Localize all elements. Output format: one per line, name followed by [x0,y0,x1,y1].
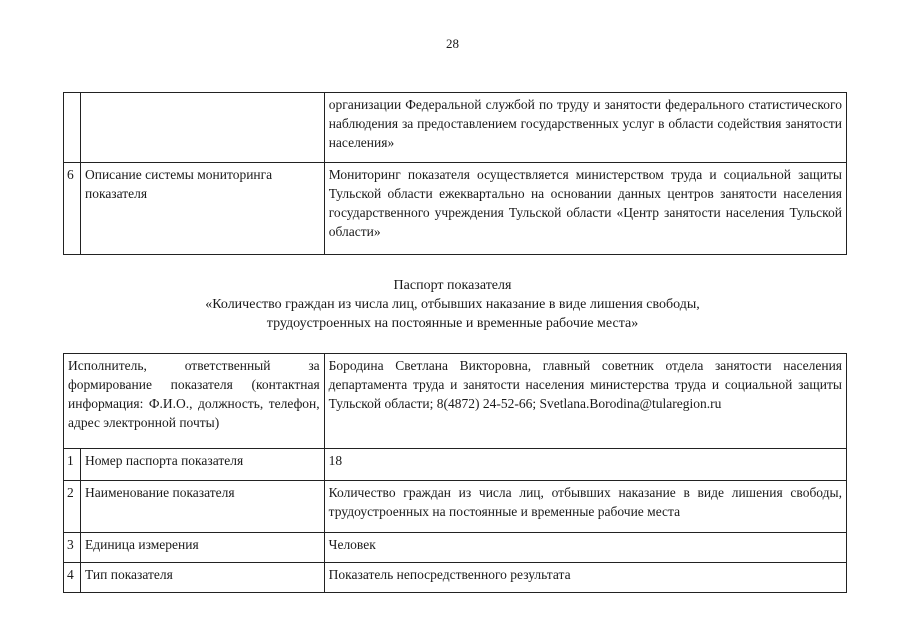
row-label: Тип показателя [80,563,324,593]
row-value: Мониторинг показателя осуществляется министерством труда и социальной защиты Тульской области ежеквартально на основании данных центров занятости населения государственного учреждения Тульской области «Центр занятости населения Тульской области» [324,163,846,255]
row-number: 1 [64,449,81,481]
table-row [64,481,847,533]
table-row [64,533,847,563]
row-number: 6 [64,163,81,255]
row-value: Человек [324,533,846,563]
row-label: Наименование показателя [80,481,324,533]
row-number: 2 [64,481,81,533]
page-number: 28 [446,36,459,51]
executor-value: Бородина Светлана Викторовна, главный советник отдела занятости населения департамента труда и занятости населения министерства труда и социальной защиты Тульской области; 8(4872) 24-52-66; Svetlana.Borodina@tularegion.ru [324,354,846,449]
table-row [64,563,847,593]
top-table [63,92,847,255]
executor-label: Исполнитель, ответственный за формирование показателя (контактная информация: Ф.И.О., должность, телефон, адрес электронной почты) [64,354,325,449]
table-row [64,163,847,255]
passport-caption [0,276,905,333]
table-row [64,449,847,481]
row-label: Описание системы мониторинга показателя [80,163,324,255]
row-label: Номер паспорта показателя [80,449,324,481]
passport-subtitle-line2: трудоустроенных на постоянные и временные рабочие места» [266,316,639,331]
row-label [80,93,324,163]
row-value: Показатель непосредственного результата [324,563,846,593]
passport-subtitle-line1: «Количество граждан из числа лиц, отбывших наказание в виде лишения свободы, [205,297,700,312]
passport-heading: Паспорт показателя [393,278,512,293]
row-number: 4 [64,563,81,593]
row-number [64,93,81,163]
row-value: 18 [324,449,846,481]
row-value: организации Федеральной службой по труду и занятости федерального статистического наблюдения за предоставлением государственных услуг в области содействия занятости населения» [324,93,846,163]
row-number: 3 [64,533,81,563]
row-value: Количество граждан из числа лиц, отбывших наказание в виде лишения свободы, трудоустроенных на постоянные и временные рабочие места [324,481,846,533]
row-label: Единица измерения [80,533,324,563]
passport-table [63,353,847,593]
table-row [64,93,847,163]
table-row-header [64,354,847,449]
